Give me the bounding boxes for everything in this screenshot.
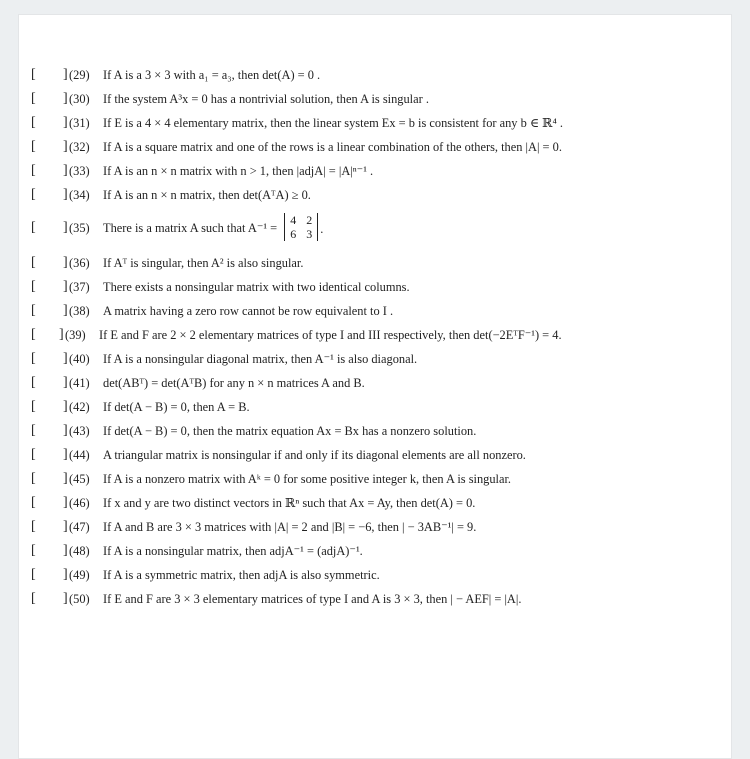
answer-bracket-right: ] <box>63 399 68 414</box>
answer-bracket-left: [ <box>31 519 36 534</box>
question-number: (44) <box>69 448 90 462</box>
question-number: (34) <box>69 188 90 202</box>
question-text: If Aᵀ is singular, then A² is also singular. <box>103 256 304 270</box>
question-number: (30) <box>69 92 90 106</box>
answer-bracket-right: ] <box>63 375 68 390</box>
question-text: There is a matrix A such that A⁻¹ = <box>103 221 278 235</box>
matrix-entry: 6 <box>290 227 297 242</box>
answer-bracket-left: [ <box>31 187 36 202</box>
answer-bracket-right: ] <box>63 279 68 294</box>
answer-bracket-right: ] <box>63 471 68 486</box>
answer-bracket-right: ] <box>63 91 68 106</box>
answer-bracket-left: [ <box>31 591 36 606</box>
answer-bracket-left: [ <box>31 423 36 438</box>
answer-bracket-left: [ <box>31 567 36 582</box>
question-number: (31) <box>69 116 90 130</box>
question-text: If det(A − B) = 0, then A = B. <box>103 400 250 414</box>
question-number: (45) <box>69 472 90 486</box>
answer-bracket-left: [ <box>31 543 36 558</box>
answer-bracket-left: [ <box>31 91 36 106</box>
question-number: (39) <box>65 328 86 342</box>
question-text: If x and y are two distinct vectors in ℝⁿ such that Ax = Ay, then det(A) = 0. <box>103 496 476 510</box>
question-text: If A is an n × n matrix, then det(AᵀA) ≥ 0. <box>103 188 311 202</box>
answer-bracket-left: [ <box>31 115 36 130</box>
question-text: If A is a nonzero matrix with Aᵏ = 0 for some positive integer k, then A is singular. <box>103 472 512 486</box>
question-number: (40) <box>69 352 90 366</box>
question-text: If A is a nonsingular matrix, then adjA⁻¹ = (adjA)⁻¹. <box>103 544 363 558</box>
question-number: (43) <box>69 424 90 438</box>
answer-bracket-right: ] <box>63 220 68 235</box>
inverse-matrix <box>284 213 318 241</box>
answer-bracket-left: [ <box>31 67 36 82</box>
question-text: If A is a 3 × 3 with a₁ = a₃, then det(A) = 0 . <box>103 68 321 82</box>
matrix-entry: 3 <box>306 227 313 242</box>
question-text: If E is a 4 × 4 elementary matrix, then the linear system Ex = b is consistent for any b ∈ ℝ⁴ . <box>103 116 563 130</box>
question-text: A matrix having a zero row cannot be row equivalent to I . <box>103 304 394 318</box>
question-text: If A is a nonsingular diagonal matrix, then A⁻¹ is also diagonal. <box>103 352 418 366</box>
answer-bracket-right: ] <box>63 495 68 510</box>
question-number: (32) <box>69 140 90 154</box>
matrix-trailing-period: . <box>320 222 324 237</box>
answer-bracket-left: [ <box>31 447 36 462</box>
answer-bracket-right: ] <box>63 543 68 558</box>
question-text: If the system A³x = 0 has a nontrivial solution, then A is singular . <box>103 92 429 106</box>
question-text-wrap <box>103 208 323 249</box>
question-number: (41) <box>69 376 90 390</box>
answer-bracket-left: [ <box>31 163 36 178</box>
answer-bracket-right: ] <box>63 591 68 606</box>
question-number: (37) <box>69 280 90 294</box>
answer-bracket-left: [ <box>31 255 36 270</box>
answer-bracket-right: ] <box>63 423 68 438</box>
question-sheet <box>18 14 732 759</box>
question-number: (50) <box>69 592 90 606</box>
question-text: If E and F are 2 × 2 elementary matrices of type I and III respectively, then det(−2EᵀF⁻¹) = 4. <box>99 328 562 342</box>
answer-bracket-right: ] <box>63 447 68 462</box>
answer-bracket-left: [ <box>31 220 36 235</box>
question-number: (47) <box>69 520 90 534</box>
answer-bracket-right: ] <box>63 187 68 202</box>
answer-bracket-left: [ <box>31 495 36 510</box>
question-number: (49) <box>69 568 90 582</box>
answer-bracket-left: [ <box>31 139 36 154</box>
answer-bracket-left: [ <box>31 279 36 294</box>
question-number: (38) <box>69 304 90 318</box>
answer-bracket-right: ] <box>63 139 68 154</box>
answer-bracket-left: [ <box>31 375 36 390</box>
question-number: (29) <box>69 68 90 82</box>
question-number: (36) <box>69 256 90 270</box>
question-text: A triangular matrix is nonsingular if and only if its diagonal elements are all nonzero. <box>103 448 526 462</box>
answer-bracket-left: [ <box>31 471 36 486</box>
answer-bracket-left: [ <box>31 303 36 318</box>
question-number: (42) <box>69 400 90 414</box>
answer-bracket-right: ] <box>63 567 68 582</box>
answer-bracket-left: [ <box>31 399 36 414</box>
answer-bracket-left: [ <box>31 327 36 342</box>
matrix-entry: 4 <box>290 213 297 228</box>
answer-bracket-right: ] <box>63 163 68 178</box>
answer-bracket-right: ] <box>63 303 68 318</box>
question-number: (48) <box>69 544 90 558</box>
question-number: (35) <box>69 221 90 235</box>
question-number: (33) <box>69 164 90 178</box>
answer-bracket-right: ] <box>63 115 68 130</box>
question-number: (46) <box>69 496 90 510</box>
matrix-entry: 2 <box>306 213 313 228</box>
question-text: If A is an n × n matrix with n > 1, then |adjA| = |A|ⁿ⁻¹ . <box>103 164 374 178</box>
question-text: If det(A − B) = 0, then the matrix equation Ax = Bx has a nonzero solution. <box>103 424 477 438</box>
answer-bracket-right: ] <box>63 351 68 366</box>
answer-bracket-right: ] <box>59 327 64 342</box>
question-text: If E and F are 3 × 3 elementary matrices of type I and A is 3 × 3, then | − AEF| = |A|. <box>103 592 522 606</box>
question-text: If A is a symmetric matrix, then adjA is also symmetric. <box>103 568 380 582</box>
question-text: If A is a square matrix and one of the rows is a linear combination of the others, then |A| = 0. <box>103 140 562 154</box>
answer-bracket-right: ] <box>63 255 68 270</box>
question-text: det(ABᵀ) = det(AᵀB) for any n × n matrices A and B. <box>103 376 365 390</box>
answer-bracket-right: ] <box>63 67 68 82</box>
question-text: If A and B are 3 × 3 matrices with |A| = 2 and |B| = −6, then | − 3AB⁻¹| = 9. <box>103 520 477 534</box>
answer-bracket-right: ] <box>63 519 68 534</box>
question-text: There exists a nonsingular matrix with two identical columns. <box>103 280 410 294</box>
answer-bracket-left: [ <box>31 351 36 366</box>
